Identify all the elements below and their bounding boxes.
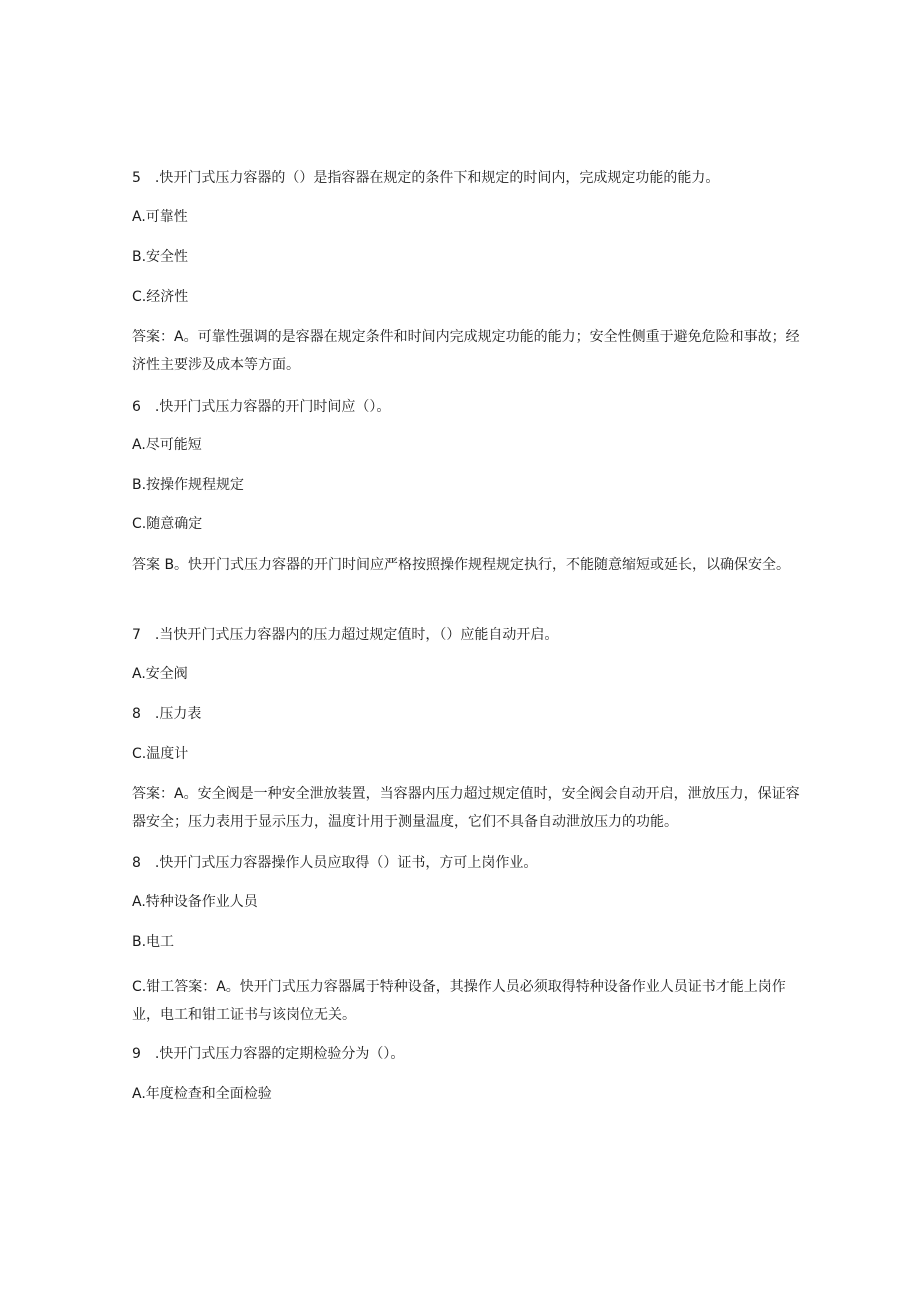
question-5: 5 .快开门式压力容器的（）是指容器在规定的条件下和规定的时间内，完成规定功能的能力。: [132, 170, 720, 186]
option-b: B.安全性: [132, 249, 189, 265]
option-b: B.按操作规程规定: [132, 477, 245, 493]
option-c-answer-8: C.钳工答案：A。快开门式压力容器属于特种设备，其操作人员必须取得特种设备作业人员证书才能上岗作业，电工和钳工证书与该岗位无关。: [132, 979, 786, 1023]
option-c: C.经济性: [132, 289, 189, 305]
option-a: A.尽可能短: [132, 437, 202, 453]
question-6: 6 .快开门式压力容器的开门时间应（）。: [132, 399, 391, 415]
option-a: A.可靠性: [132, 209, 188, 225]
option-b: 8 .压力表: [132, 706, 202, 722]
option-a: A.特种设备作业人员: [132, 894, 258, 910]
option-a: A.安全阀: [132, 666, 188, 682]
answer-7: 答案：A。安全阀是一种安全泄放装置，当容器内压力超过规定值时，安全阀会自动开启，泄放压力，保证容器安全；压力表用于显示压力，温度计用于测量温度，它们不具备自动泄放压力的功能。: [132, 786, 800, 830]
option-c: C.温度计: [132, 746, 189, 762]
option-b: B.电工: [132, 934, 175, 950]
option-a: A.年度检查和全面检验: [132, 1086, 272, 1102]
question-8: 8 .快开门式压力容器操作人员应取得（）证书，方可上岗作业。: [132, 855, 538, 871]
answer-5: 答案：A。可靠性强调的是容器在规定条件和时间内完成规定功能的能力；安全性侧重于避免危险和事故；经济性主要涉及成本等方面。: [132, 329, 800, 373]
question-7: 7 .当快开门式压力容器内的压力超过规定值时，（）应能自动开启。: [132, 627, 559, 643]
question-9: 9 .快开门式压力容器的定期检验分为（）。: [132, 1046, 405, 1062]
answer-6: 答案 B。快开门式压力容器的开门时间应严格按照操作规程规定执行，不能随意缩短或延长，以确保安全。: [132, 557, 791, 573]
option-c: C.随意确定: [132, 516, 203, 532]
